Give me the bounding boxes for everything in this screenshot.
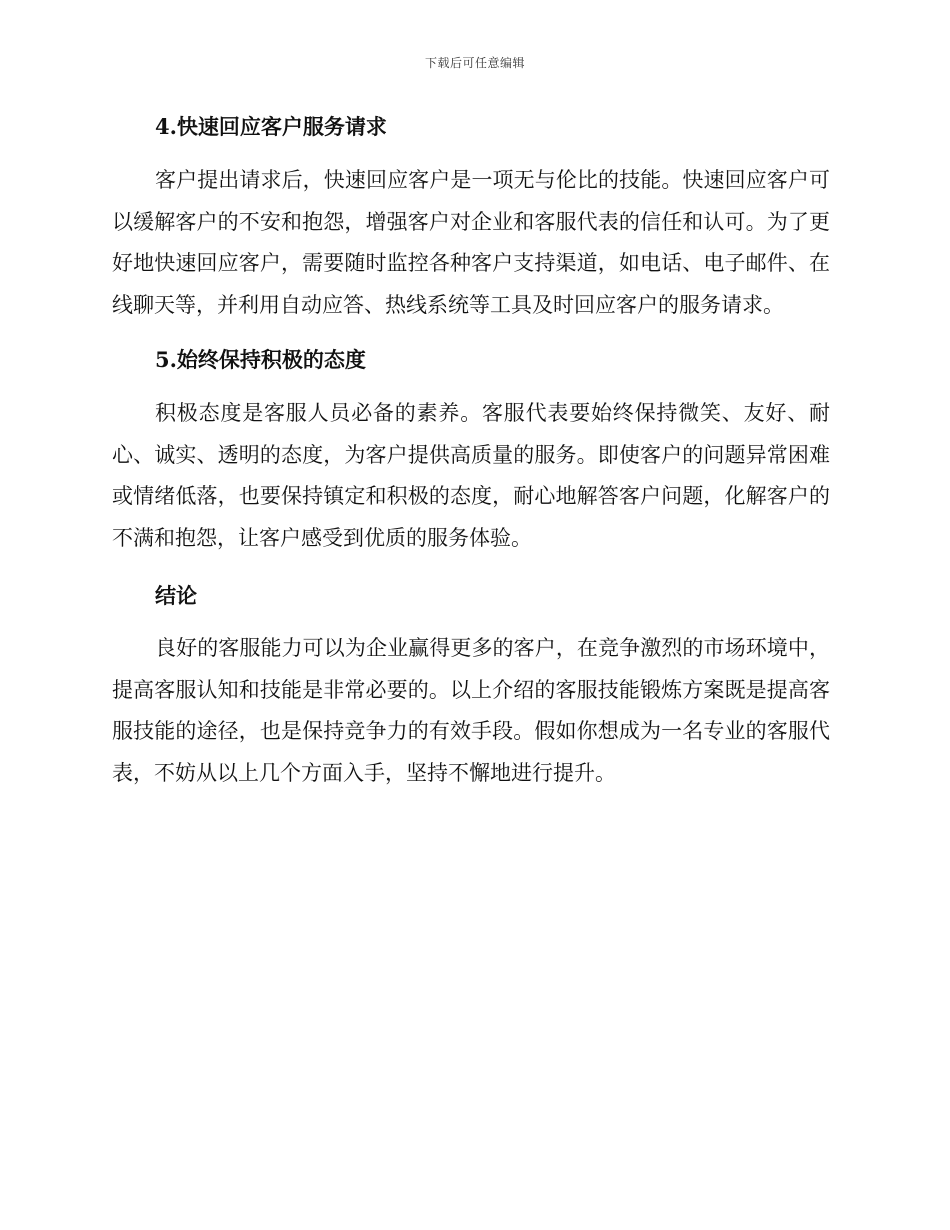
section-paragraph-conclusion: 良好的客服能力可以为企业赢得更多的客户，在竞争激烈的市场环境中，提高客服认知和技能是非常必要的。以上介绍的客服技能锻炼方案既是提高客服技能的途径，也是保持竞争力的有效手段。假如你想成为一名专业的客服代表，不妨从以上几个方面入手，坚持不懈地进行提升。 [112,636,830,785]
section-heading-conclusion: 结论 [155,583,197,608]
document-body [112,108,830,794]
page-header: 下载后可任意编辑 [424,56,525,70]
section-heading-quick-response: 4.快速回应客户服务请求 [155,114,387,139]
section-heading-positive-attitude: 5.始终保持积极的态度 [155,347,366,372]
section-paragraph-quick-response: 客户提出请求后，快速回应客户是一项无与伦比的技能。快速回应客户可以缓解客户的不安和抱怨，增强客户对企业和客服代表的信任和认可。为了更好地快速回应客户，需要随时监控各种客户支持渠道，如电话、电子邮件、在线聊天等，并利用自动应答、热线系统等工具及时回应客户的服务请求。 [112,168,830,317]
section-paragraph-positive-attitude: 积极态度是客服人员必备的素养。客服代表要始终保持微笑、友好、耐心、诚实、透明的态度，为客户提供高质量的服务。即使客户的问题异常困难或情绪低落，也要保持镇定和积极的态度，耐心地解答客户问题，化解客户的不满和抱怨，让客户感受到优质的服务体验。 [112,401,830,550]
